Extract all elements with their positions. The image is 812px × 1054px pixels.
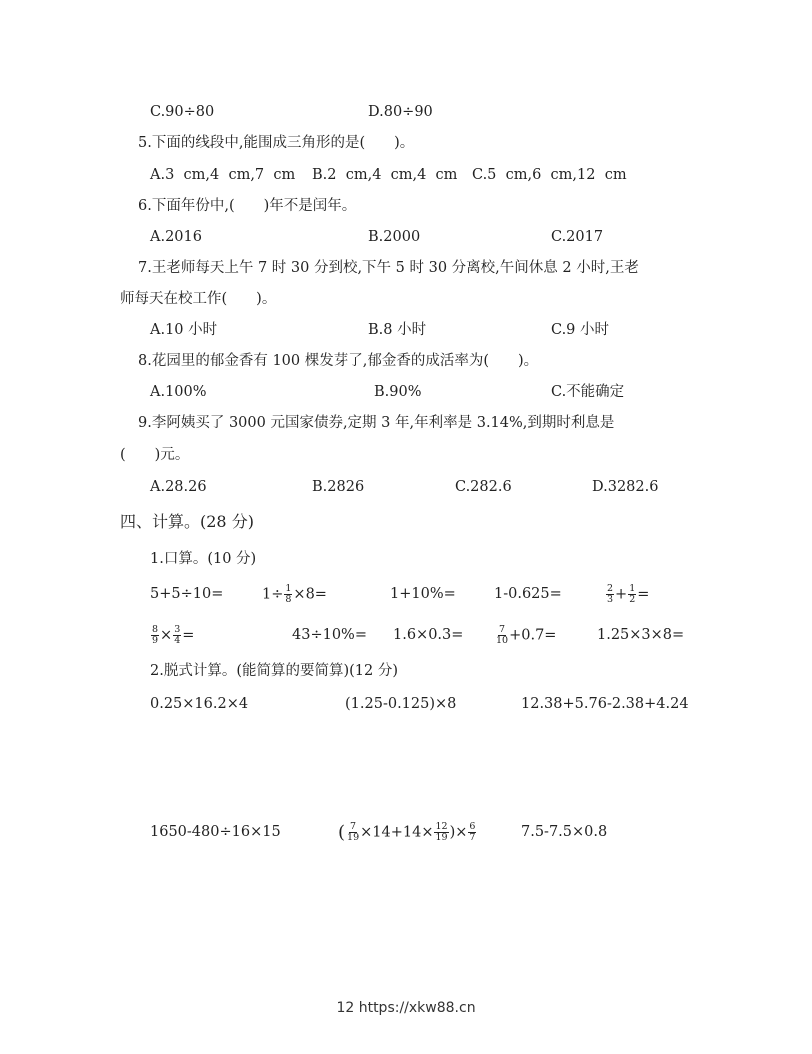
q8-option-c: C.不能确定 [551, 384, 625, 400]
step-expr: 1650-480÷16×15 [150, 824, 281, 840]
q7-option-b: B.8 小时 [368, 322, 427, 338]
q4-option-d: D.80÷90 [368, 104, 433, 120]
step-expr: 0.25×16.2×4 [150, 696, 249, 712]
oral-expr: 1.25×3×8= [597, 627, 685, 643]
numerator: 7 [499, 624, 506, 635]
numerator: 1 [629, 583, 636, 594]
numerator: 8 [152, 624, 159, 635]
fraction [628, 584, 636, 605]
oral-expr [495, 625, 556, 646]
q8-option-a: A.100% [150, 384, 207, 400]
expr-part: +0.7= [509, 627, 557, 644]
expr-part: × [160, 627, 173, 644]
q5-option-a: A.3 cm,4 cm,7 cm [150, 167, 296, 183]
fraction [173, 625, 181, 646]
q6-option-b: B.2000 [368, 229, 421, 245]
q5-option-c: C.5 cm,6 cm,12 cm [472, 167, 627, 183]
step-expr [337, 822, 477, 843]
step-expr: 7.5-7.5×0.8 [521, 824, 608, 840]
denominator: 19 [435, 832, 448, 843]
q9-option-c: C.282.6 [455, 479, 512, 495]
numerator: 1 [285, 583, 292, 594]
expr-part: ×8= [293, 586, 327, 603]
denominator: 19 [347, 832, 360, 843]
q9-option-d: D.3282.6 [592, 479, 659, 495]
q7-stem-line1: 7.王老师每天上午 7 时 30 分到校,下午 5 时 30 分离校,午间休息 2 小时,王老 [138, 260, 639, 276]
numerator: 6 [469, 821, 476, 832]
expr-part: = [182, 627, 195, 644]
q9-stem-line2: ( )元。 [120, 447, 190, 463]
q7-option-c: C.9 小时 [551, 322, 610, 338]
q9-option-a: A.28.26 [150, 479, 207, 495]
denominator: 8 [285, 594, 292, 605]
oral-expr [262, 584, 327, 605]
oral-calc-title: 1.口算。(10 分) [150, 551, 257, 567]
expr-part: + [615, 586, 628, 603]
numerator: 2 [607, 583, 614, 594]
numerator: 3 [174, 624, 181, 635]
q8-option-b: B.90% [374, 384, 422, 400]
fraction [284, 584, 292, 605]
fraction [468, 822, 476, 843]
q5-stem: 5.下面的线段中,能围成三角形的是( )。 [138, 135, 415, 151]
expr-part: )× [449, 824, 468, 841]
oral-expr: 5+5÷10= [150, 586, 224, 602]
q8-stem: 8.花园里的郁金香有 100 棵发芽了,郁金香的成活率为( )。 [138, 353, 539, 369]
q9-stem-line1: 9.李阿姨买了 3000 元国家债券,定期 3 年,年利率是 3.14%,到期时利息是 [138, 415, 615, 431]
denominator: 10 [496, 635, 509, 646]
denominator: 2 [629, 594, 636, 605]
oral-expr: 43÷10%= [292, 627, 367, 643]
q7-stem-line2: 师每天在校工作( )。 [120, 291, 277, 307]
denominator: 9 [152, 635, 159, 646]
oral-expr [150, 625, 194, 646]
expr-part: = [637, 586, 650, 603]
page-footer: 12 https://xkw88.cn [336, 1000, 476, 1016]
section-4-heading: 四、计算。(28 分) [120, 512, 254, 531]
expr-part: 1÷ [262, 586, 284, 603]
q5-option-b: B.2 cm,4 cm,4 cm [312, 167, 458, 183]
q6-option-c: C.2017 [551, 229, 604, 245]
oral-expr: 1.6×0.3= [393, 627, 464, 643]
expr-part: ×14+14× [360, 824, 434, 841]
fraction [496, 625, 508, 646]
denominator: 4 [174, 635, 181, 646]
fraction [434, 822, 448, 843]
expr-part: ( [338, 821, 346, 843]
q9-option-b: B.2826 [312, 479, 365, 495]
q6-stem: 6.下面年份中,( )年不是闰年。 [138, 198, 357, 214]
q6-option-a: A.2016 [150, 229, 202, 245]
numerator: 12 [435, 821, 448, 832]
step-calc-title: 2.脱式计算。(能简算的要简算)(12 分) [150, 663, 399, 679]
step-expr: (1.25-0.125)×8 [345, 696, 457, 712]
q7-option-a: A.10 小时 [150, 322, 218, 338]
numerator: 7 [350, 821, 357, 832]
fraction [606, 584, 614, 605]
oral-expr: 1-0.625= [494, 586, 562, 602]
oral-expr [605, 584, 649, 605]
fraction [347, 822, 359, 843]
oral-expr: 1+10%= [390, 586, 456, 602]
fraction [151, 625, 159, 646]
step-expr: 12.38+5.76-2.38+4.24 [521, 696, 689, 712]
denominator: 3 [607, 594, 614, 605]
q4-option-c: C.90÷80 [150, 104, 215, 120]
denominator: 7 [469, 832, 476, 843]
